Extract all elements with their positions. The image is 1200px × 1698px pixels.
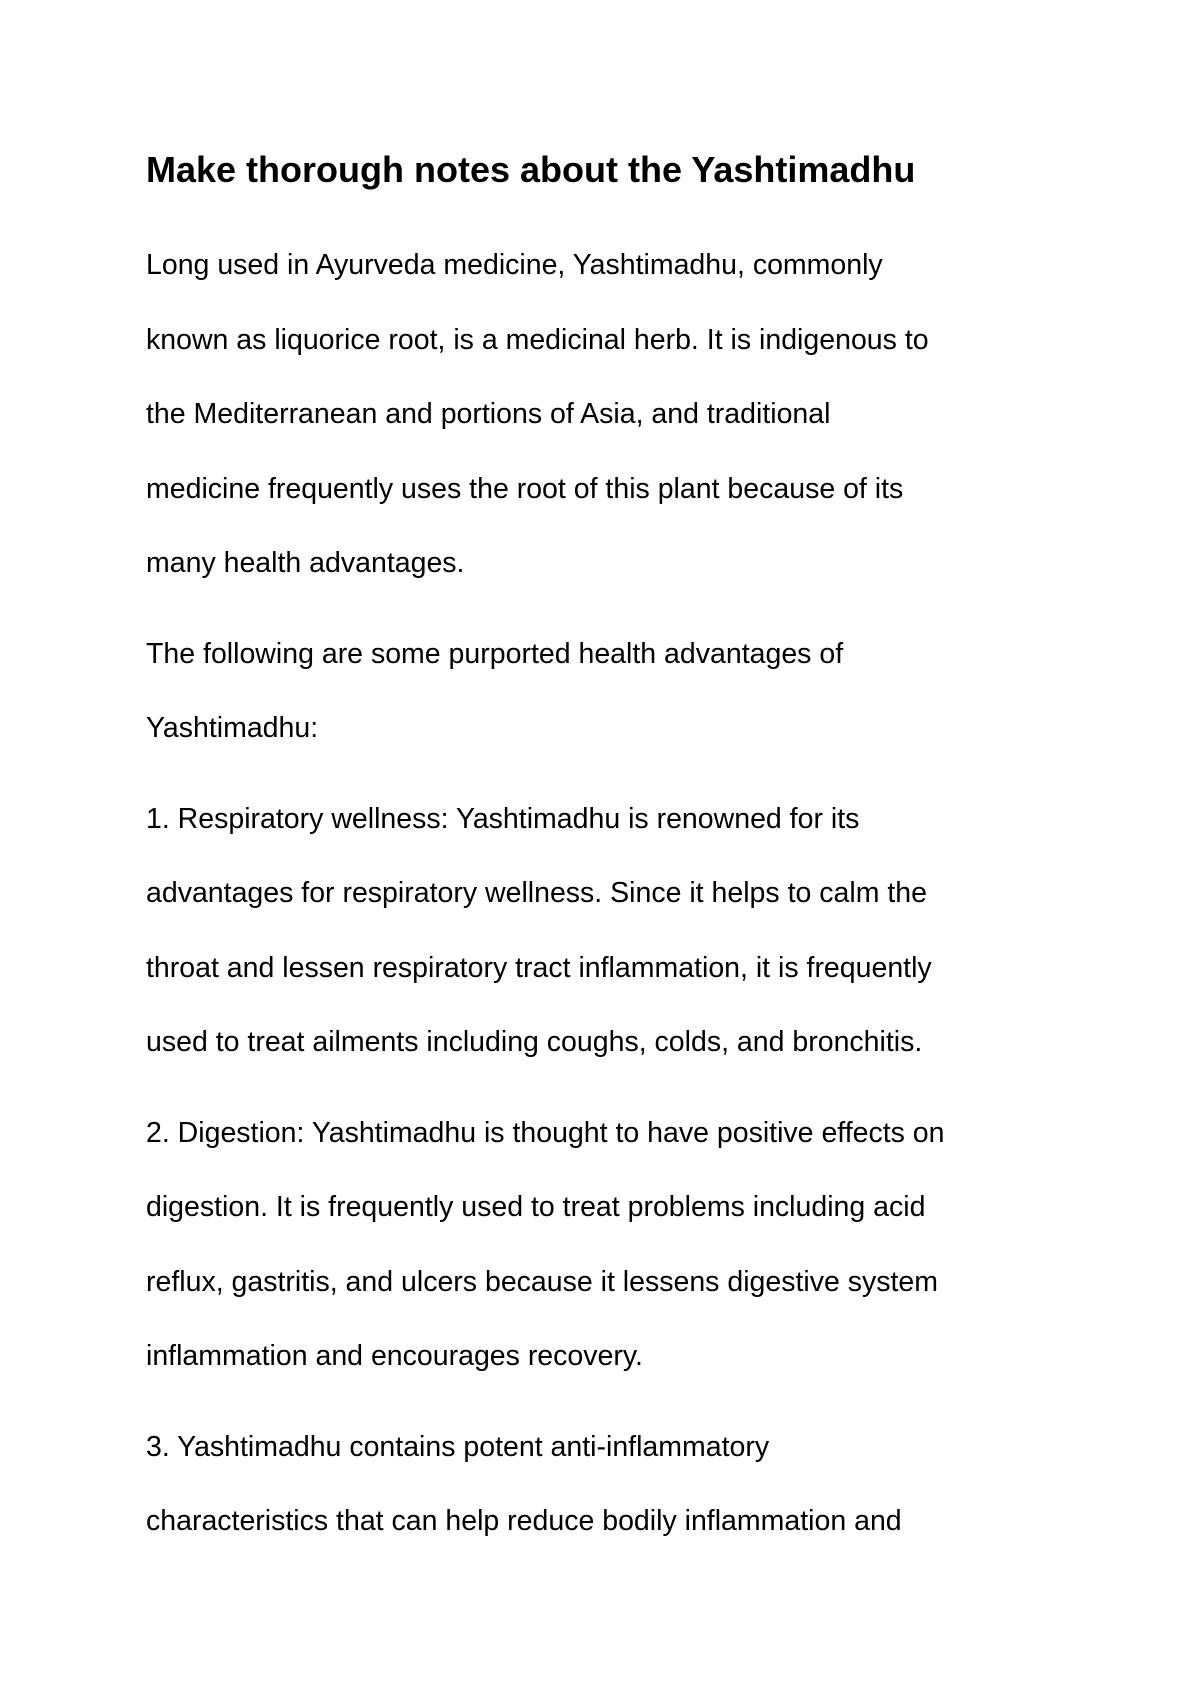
text-line: used to treat ailments including coughs, colds, and bronchitis. [146,1026,923,1058]
document-title: Make thorough notes about the Yashtimadhu [146,149,916,190]
intro-paragraph [146,228,1076,601]
text-line: digestion. It is frequently used to treat problems including acid [146,1191,926,1223]
text-line: advantages for respiratory wellness. Since it helps to calm the [146,877,927,909]
text-line: medicine frequently uses the root of this plant because of its [146,472,904,505]
text-line: throat and lessen respiratory tract inflammation, it is frequently [146,951,932,984]
list-item-respiratory [146,782,1076,1080]
list-item-anti-inflammatory [146,1410,1076,1559]
text-line: reflux, gastritis, and ulcers because it lessens digestive system [146,1265,939,1298]
text-line: Yashtimadhu: [146,712,319,744]
text-line: characteristics that can help reduce bodily inflammation and [146,1505,902,1537]
text-line: inflammation and encourages recovery. [146,1340,643,1372]
list-intro-paragraph [146,617,1076,766]
list-item-digestion [146,1096,1076,1394]
text-line: Long used in Ayurveda medicine, Yashtimadhu, commonly [146,249,883,281]
text-line: many health advantages. [146,547,465,579]
text-line: 3. Yashtimadhu contains potent anti-inflammatory [146,1430,770,1463]
text-line: 1. Respiratory wellness: Yashtimadhu is renowned for its [146,802,860,835]
text-line: The following are some purported health advantages of [146,637,844,670]
text-line: 2. Digestion: Yashtimadhu is thought to have positive effects on [146,1116,945,1149]
text-line: the Mediterranean and portions of Asia, and traditional [146,398,831,430]
document-body [146,140,1076,1575]
text-line: known as liquorice root, is a medicinal herb. It is indigenous to [146,323,929,356]
